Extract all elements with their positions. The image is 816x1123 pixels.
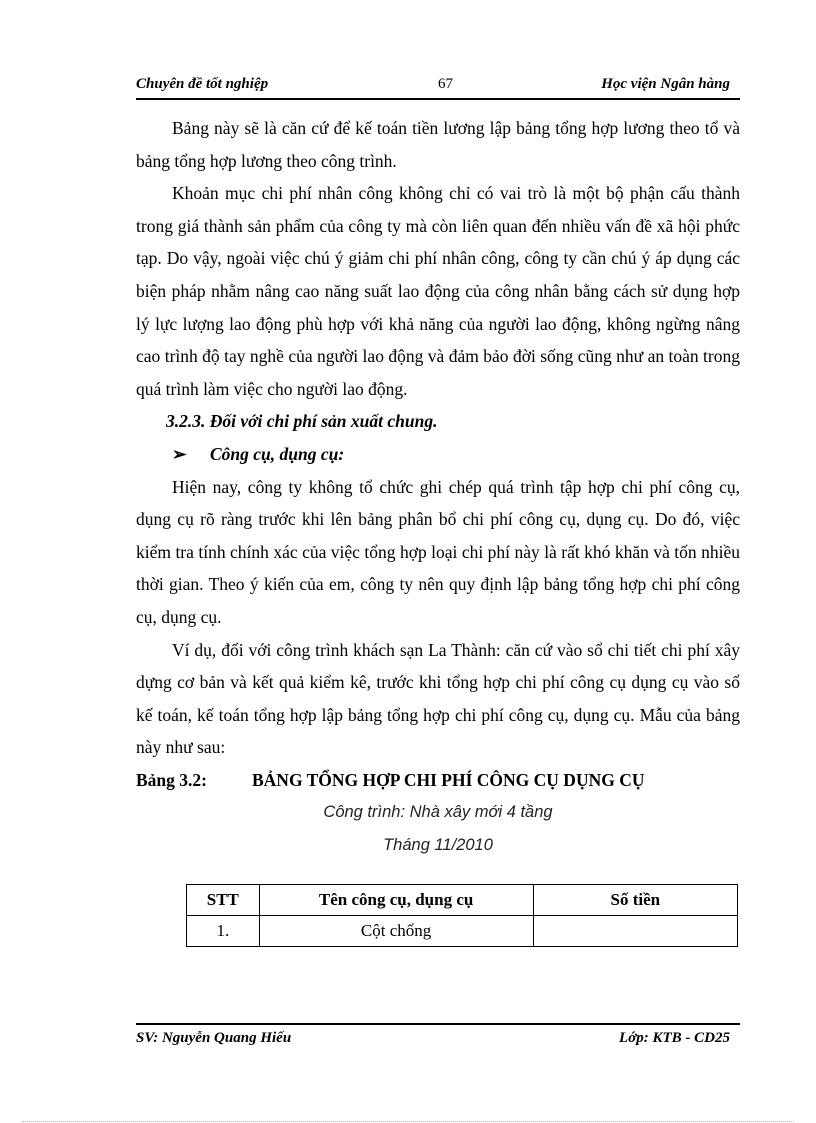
page-number: 67 <box>438 76 453 92</box>
footer-class: Lớp: KTB - CD25 <box>619 1030 730 1046</box>
header-document-title: Chuyên đề tốt nghiệp <box>136 76 269 92</box>
header-stt: STT <box>187 885 260 916</box>
paragraph-3: Hiện nay, công ty không tổ chức ghi chép quá trình tập hợp chi phí công cụ, dụng cụ rõ ràng trước khi lên bảng phân bổ chi phí công cụ, dụng cụ. Do đó, việc kiểm tra tính chính xác của việc tổng hợp loại chi phí này là rất khó khăn và tốn nhiều thời gian. Theo ý kiến của em, công ty nên quy định lập bảng tổng hợp chi phí công cụ, dụng cụ. <box>136 476 740 627</box>
table-caption <box>136 764 740 797</box>
tools-cost-table <box>186 884 738 947</box>
table-month: Tháng 11/2010 <box>383 836 493 855</box>
bullet-item <box>136 438 740 471</box>
bullet-text: Công cụ, dụng cụ: <box>210 443 345 464</box>
section-heading: 3.2.3. Đối với chi phí sản xuất chung. <box>166 411 438 432</box>
arrow-bullet-icon: ➢ <box>172 443 187 464</box>
table-title: BẢNG TỔNG HỢP CHI PHÍ CÔNG CỤ DỤNG CỤ <box>252 769 645 790</box>
header-tool-name: Tên công cụ, dụng cụ <box>259 885 533 916</box>
cell-stt: 1. <box>187 916 260 947</box>
page-bottom-divider <box>22 1121 794 1122</box>
table-label: Bảng 3.2: <box>136 769 207 790</box>
cell-amount <box>533 916 737 947</box>
footer-student: SV: Nguyễn Quang Hiếu <box>136 1030 292 1046</box>
table-row <box>187 916 738 947</box>
cell-tool-name: Cột chống <box>259 916 533 947</box>
header-amount: Số tiền <box>533 885 737 916</box>
paragraph-4: Ví dụ, đối với công trình khách sạn La Thành: căn cứ vào sổ chi tiết chi phí xây dựng cơ bản và kết quả kiểm kê, trước khi tổng hợp chi phí công cụ dụng cụ vào sổ kế toán, kế toán tổng hợp lập bảng tổng hợp chi phí công cụ, dụng cụ. Mẫu của bảng này như sau: <box>136 639 740 758</box>
table-project: Công trình: Nhà xây mới 4 tầng <box>323 803 553 822</box>
paragraph-2: Khoản mục chi phí nhân công không chỉ có vai trò là một bộ phận cấu thành trong giá thành sản phẩm của công ty mà còn liên quan đến nhiều vấn đề xã hội phức tạp. Do vậy, ngoài việc chú ý giảm chi phí nhân công, công ty cần chú ý áp dụng các biện pháp nhằm nâng cao năng suất lao động của công nhân bằng cách sử dụng hợp lý lực lượng lao động phù hợp với khả năng của người lao động, không ngừng nâng cao trình độ tay nghề của người lao động và đảm bảo đời sống cũng như an toàn trong quá trình làm việc cho người lao động. <box>136 183 740 399</box>
paragraph-1: Bảng này sẽ là căn cứ để kế toán tiền lương lập bảng tổng hợp lương theo tổ và bảng tổng hợp lương theo công trình. <box>136 118 740 171</box>
table-header-row <box>187 885 738 916</box>
page-body <box>136 112 740 862</box>
page-footer <box>136 1023 740 1046</box>
header-institution: Học viện Ngân hàng <box>601 76 730 92</box>
page-header <box>136 76 740 100</box>
